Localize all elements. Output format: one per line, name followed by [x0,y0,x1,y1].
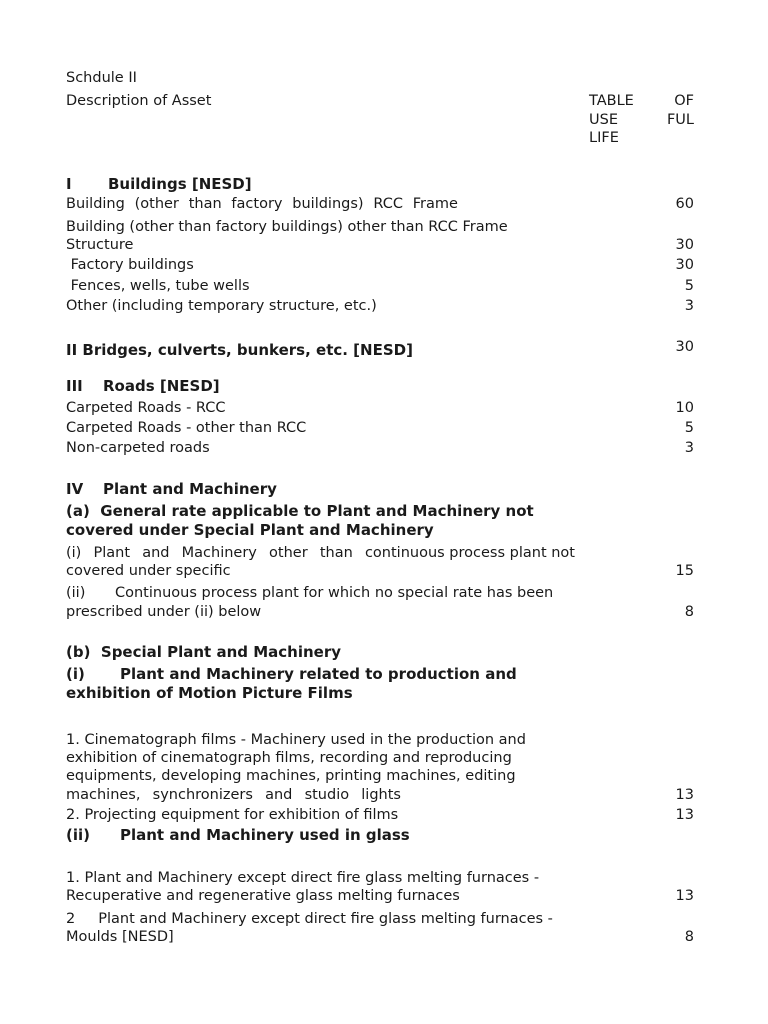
word: lights [361,787,401,803]
word: than [188,196,222,212]
word: continuous process plant not [364,545,575,561]
word: Machinery [181,545,257,561]
word: factory [231,196,283,212]
word: Frame [412,196,458,212]
word: Plant [93,545,131,561]
buildings-row-1-text [66,195,458,213]
word: buildings) [292,196,364,212]
word: Building [66,196,125,212]
word: and [142,545,170,561]
word: machines, [66,787,141,803]
word: RCC [373,196,403,212]
description-header: Description of Asset [66,93,212,109]
word: other [269,545,308,561]
word: synchronizers [152,787,253,803]
word: (i) [66,545,82,561]
word: (other [134,196,179,212]
document-page: Schdule II Description of Asset TABLE OF USE FUL LIFE I Buildings [NESD] Building (other than factory buildings) RCC Frame 60 Building (other than factory buildings) other than RCC Frame Structure 30 Factory buildings 30 Fences, wells, tube wells 5 Other (including temporary structure, etc.) 3 30 II Bridges, culverts, bunkers, etc. [NESD] III Roads [NESD] Carpeted Roads - RCC 10 Carpeted Roads - other than RCC 5 Non-carpeted roads 3 IV Plant and Machinery (a) General rate applicable to Plant and Machinery not covered under Special Plant and Machinery (i) Plant and Machinery other than continuous process plant not covered under specific 15 (ii) Continuous process plant for which no special rate has been prescribed under (ii) below 8 (b) Special Plant and Machinery (i) Plant and Machinery related to production and exhibition of Motion Picture Films 1. Cinematograph films - Machinery used in the production and exhibition of cinematograph films, recording and reproducing equipments, developing machines, printing machines, editing machines, synchronizers and studio lights 13 2. Projecting equipment for exhibition of films 13 (ii) Plant and Machinery used in glass 1. Plant and Machinery except direct fire glass melting furnaces - Recuperative and regenerative glass melting furnaces 13 2 Plant and Machinery except direct fire glass melting furnaces - Moulds [NESD] 8 [66,70,694,945]
word: and [265,787,293,803]
word: studio [304,787,350,803]
plant-i-line1-text [66,544,575,562]
word: than [319,545,353,561]
films-1-line4-text [66,786,401,804]
